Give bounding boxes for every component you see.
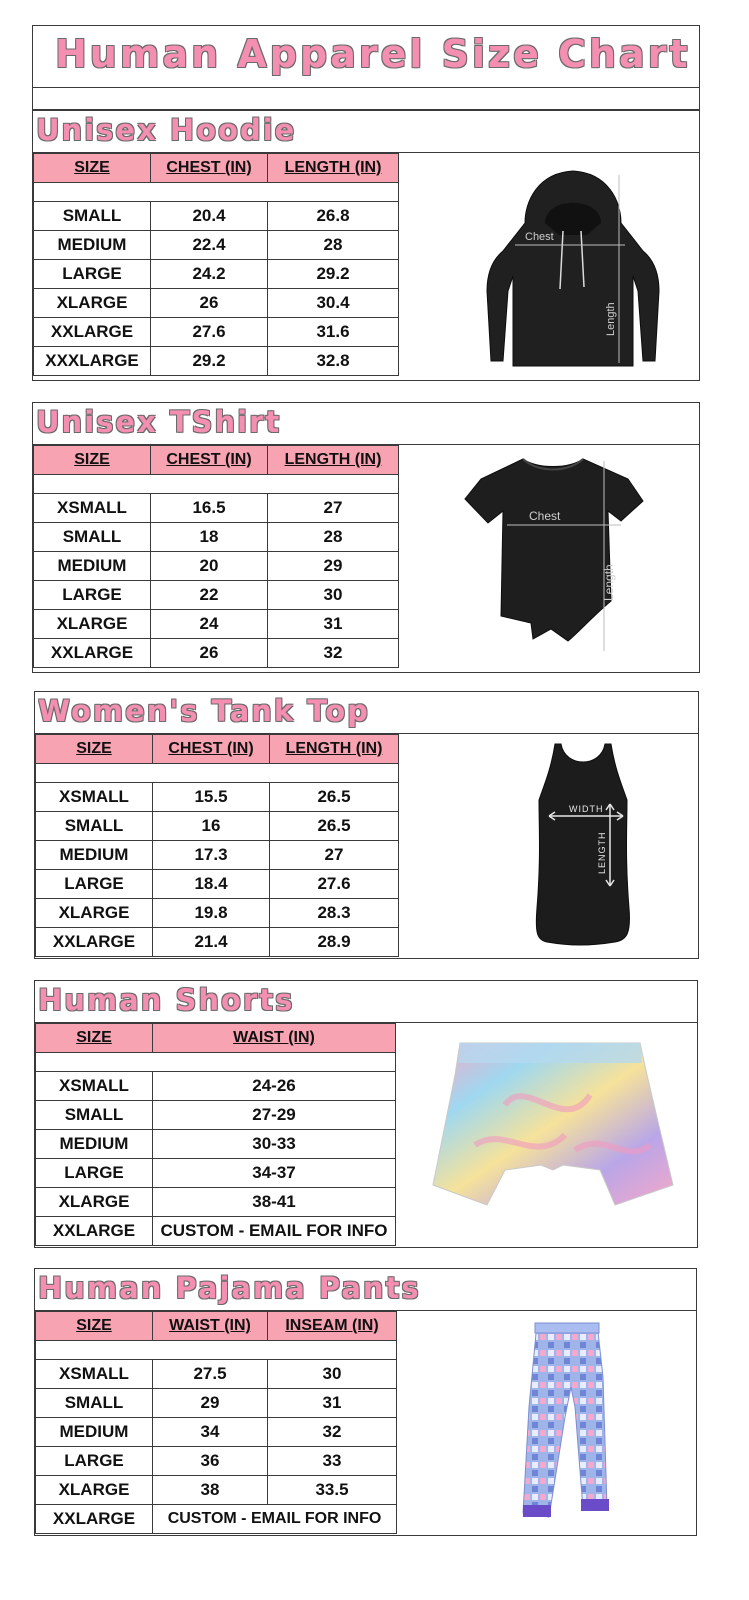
hoodie-icon <box>463 161 683 378</box>
size-table <box>35 1023 396 1246</box>
column-header: CHEST (IN) <box>151 154 268 183</box>
chest-label: Chest <box>529 509 561 523</box>
section-title: Human Pajama Pants <box>38 1271 421 1305</box>
table-row <box>34 552 399 581</box>
width-label: WIDTH <box>569 804 604 814</box>
shorts-icon <box>415 1035 685 1252</box>
section-title: Human Shorts <box>38 983 295 1017</box>
chart-header <box>32 25 700 88</box>
measurement-cell: 16.5 <box>151 494 268 523</box>
size-cell: MEDIUM <box>36 1130 153 1159</box>
section-title-bar <box>34 980 698 1023</box>
size-cell: SMALL <box>34 202 151 231</box>
measurement-cell: 32 <box>268 1418 397 1447</box>
measurement-cell: 26.5 <box>270 783 399 812</box>
table-header-row <box>34 446 399 475</box>
measurement-cell: 26 <box>151 289 268 318</box>
measurement-cell: 30.4 <box>268 289 399 318</box>
measurement-cell: 22 <box>151 581 268 610</box>
measurement-cell: 34-37 <box>153 1159 396 1188</box>
size-cell: MEDIUM <box>34 231 151 260</box>
table-row <box>36 1130 396 1159</box>
section-title: Women's Tank Top <box>38 694 370 728</box>
length-label: LENGTH <box>597 831 607 874</box>
section-body <box>34 1023 698 1248</box>
measurement-cell: 27.6 <box>151 318 268 347</box>
measurement-cell: 31 <box>268 610 399 639</box>
measurement-cell: 31 <box>268 1389 397 1418</box>
table-row <box>36 1389 397 1418</box>
shorts-shape <box>433 1043 673 1205</box>
size-cell: LARGE <box>36 1447 153 1476</box>
size-cell: XLARGE <box>36 1188 153 1217</box>
length-label: Length <box>605 302 617 336</box>
spacer-cell <box>36 1341 397 1360</box>
pajama-pants-shape <box>523 1323 609 1517</box>
table-header-row <box>34 154 399 183</box>
table-row <box>34 318 399 347</box>
table-row <box>36 1447 397 1476</box>
size-cell: SMALL <box>34 523 151 552</box>
measurement-cell: 24-26 <box>153 1072 396 1101</box>
size-cell: XSMALL <box>36 1072 153 1101</box>
size-cell: LARGE <box>36 1159 153 1188</box>
size-cell: XXLARGE <box>34 639 151 668</box>
measurement-cell: CUSTOM - EMAIL FOR INFO <box>153 1505 397 1534</box>
measurement-cell: 38-41 <box>153 1188 396 1217</box>
table-row <box>36 1072 396 1101</box>
measurement-cell: 17.3 <box>153 841 270 870</box>
page-title: Human Apparel Size Chart <box>55 32 691 76</box>
size-cell: XLARGE <box>34 610 151 639</box>
section-body <box>34 734 699 959</box>
size-table <box>33 445 399 668</box>
table-row <box>36 899 399 928</box>
measurement-cell: 34 <box>153 1418 268 1447</box>
tshirt-shape <box>465 459 643 651</box>
measurement-cell: 32.8 <box>268 347 399 376</box>
measurement-cell: 29.2 <box>268 260 399 289</box>
column-header: WAIST (IN) <box>153 1024 396 1053</box>
measurement-cell: CUSTOM - EMAIL FOR INFO <box>153 1217 396 1246</box>
column-header: LENGTH (IN) <box>270 735 399 764</box>
size-cell: XSMALL <box>36 783 153 812</box>
table-row <box>36 1101 396 1130</box>
table-row <box>36 783 399 812</box>
size-cell: SMALL <box>36 1389 153 1418</box>
measurement-cell: 19.8 <box>153 899 270 928</box>
table-row <box>36 1418 397 1447</box>
column-header: SIZE <box>36 1024 153 1053</box>
column-header: INSEAM (IN) <box>268 1312 397 1341</box>
size-cell: SMALL <box>36 1101 153 1130</box>
measurement-cell: 16 <box>153 812 270 841</box>
spacer-cell <box>36 1053 396 1072</box>
size-cell: XSMALL <box>34 494 151 523</box>
measurement-cell: 28.3 <box>270 899 399 928</box>
size-cell: XXLARGE <box>36 928 153 957</box>
section-human-shorts <box>34 980 698 1248</box>
measurement-cell: 29 <box>268 552 399 581</box>
size-cell: XXLARGE <box>36 1505 153 1534</box>
size-cell: XLARGE <box>34 289 151 318</box>
measurement-cell: 20 <box>151 552 268 581</box>
hoodie-shape <box>487 171 659 366</box>
measurement-cell: 24.2 <box>151 260 268 289</box>
table-row <box>36 928 399 957</box>
table-row <box>34 639 399 668</box>
table-row <box>36 1476 397 1505</box>
measurement-cell: 29 <box>153 1389 268 1418</box>
table-row <box>34 581 399 610</box>
measurement-cell: 28.9 <box>270 928 399 957</box>
measurement-cell: 31.6 <box>268 318 399 347</box>
table-spacer-row <box>34 183 399 202</box>
measurement-cell: 21.4 <box>153 928 270 957</box>
measurement-cell: 29.2 <box>151 347 268 376</box>
measurement-cell: 33 <box>268 1447 397 1476</box>
column-header: WAIST (IN) <box>153 1312 268 1341</box>
measurement-cell: 27.5 <box>153 1360 268 1389</box>
spacer-cell <box>34 183 399 202</box>
size-cell: LARGE <box>34 581 151 610</box>
size-cell: XLARGE <box>36 899 153 928</box>
measurement-cell: 18.4 <box>153 870 270 899</box>
column-header: SIZE <box>36 735 153 764</box>
section-title-bar <box>34 1268 697 1311</box>
measurement-cell: 24 <box>151 610 268 639</box>
measurement-cell: 36 <box>153 1447 268 1476</box>
table-header-row <box>36 735 399 764</box>
column-header: SIZE <box>34 154 151 183</box>
table-header-row <box>36 1024 396 1053</box>
section-title-bar <box>32 110 700 153</box>
measurement-cell: 26 <box>151 639 268 668</box>
column-header: SIZE <box>36 1312 153 1341</box>
size-cell: XXLARGE <box>34 318 151 347</box>
measurement-cell: 28 <box>268 231 399 260</box>
table-row <box>34 494 399 523</box>
table-spacer-row <box>36 1341 397 1360</box>
table-row <box>36 812 399 841</box>
table-row <box>34 523 399 552</box>
table-row <box>36 1505 397 1534</box>
size-cell: LARGE <box>34 260 151 289</box>
measurement-cell: 38 <box>153 1476 268 1505</box>
table-row <box>34 260 399 289</box>
size-cell: MEDIUM <box>34 552 151 581</box>
measurement-cell: 26.5 <box>270 812 399 841</box>
table-row <box>34 347 399 376</box>
size-cell: MEDIUM <box>36 1418 153 1447</box>
table-spacer-row <box>36 764 399 783</box>
table-row <box>34 231 399 260</box>
measurement-cell: 30-33 <box>153 1130 396 1159</box>
column-header: CHEST (IN) <box>151 446 268 475</box>
pajama-pants-icon <box>475 1317 695 1534</box>
measurement-cell: 30 <box>268 581 399 610</box>
measurement-cell: 27.6 <box>270 870 399 899</box>
measurement-cell: 27 <box>270 841 399 870</box>
section-womens-tank-top <box>34 691 699 959</box>
measurement-cell: 20.4 <box>151 202 268 231</box>
size-cell: XXLARGE <box>36 1217 153 1246</box>
header-spacer <box>32 88 700 110</box>
column-header: LENGTH (IN) <box>268 154 399 183</box>
table-row <box>36 1159 396 1188</box>
section-unisex-tshirt <box>32 402 700 673</box>
spacer-cell <box>34 475 399 494</box>
size-table <box>33 153 399 376</box>
section-title: Unisex Hoodie <box>36 113 297 147</box>
section-title-bar <box>32 402 700 445</box>
section-body <box>32 153 700 381</box>
section-human-pajama-pants <box>34 1268 697 1536</box>
column-header: SIZE <box>34 446 151 475</box>
size-table <box>35 734 399 957</box>
table-row <box>36 841 399 870</box>
table-row <box>34 289 399 318</box>
section-body <box>32 445 700 673</box>
size-cell: SMALL <box>36 812 153 841</box>
size-table <box>35 1311 397 1534</box>
measurement-cell: 26.8 <box>268 202 399 231</box>
table-header-row <box>36 1312 397 1341</box>
section-unisex-hoodie <box>32 110 700 381</box>
table-row <box>34 202 399 231</box>
measurement-cell: 27-29 <box>153 1101 396 1130</box>
spacer-cell <box>36 764 399 783</box>
measurement-cell: 27 <box>268 494 399 523</box>
tank-top-icon <box>475 738 695 955</box>
size-cell: XSMALL <box>36 1360 153 1389</box>
column-header: LENGTH (IN) <box>268 446 399 475</box>
size-cell: XXXLARGE <box>34 347 151 376</box>
table-row <box>36 1188 396 1217</box>
length-label: Length <box>602 564 616 601</box>
section-title-bar <box>34 691 699 734</box>
table-row <box>34 610 399 639</box>
chest-label: Chest <box>525 231 554 243</box>
measurement-cell: 15.5 <box>153 783 270 812</box>
table-row <box>36 1360 397 1389</box>
measurement-cell: 32 <box>268 639 399 668</box>
column-header: CHEST (IN) <box>153 735 270 764</box>
measurement-cell: 22.4 <box>151 231 268 260</box>
table-row <box>36 870 399 899</box>
measurement-cell: 33.5 <box>268 1476 397 1505</box>
size-cell: LARGE <box>36 870 153 899</box>
section-body <box>34 1311 697 1536</box>
measurement-cell: 30 <box>268 1360 397 1389</box>
table-spacer-row <box>34 475 399 494</box>
size-cell: XLARGE <box>36 1476 153 1505</box>
section-title: Unisex TShirt <box>36 405 282 439</box>
table-row <box>36 1217 396 1246</box>
measurement-cell: 28 <box>268 523 399 552</box>
tank-top-shape <box>536 744 629 945</box>
tshirt-icon <box>443 451 663 668</box>
table-spacer-row <box>36 1053 396 1072</box>
size-cell: MEDIUM <box>36 841 153 870</box>
measurement-cell: 18 <box>151 523 268 552</box>
